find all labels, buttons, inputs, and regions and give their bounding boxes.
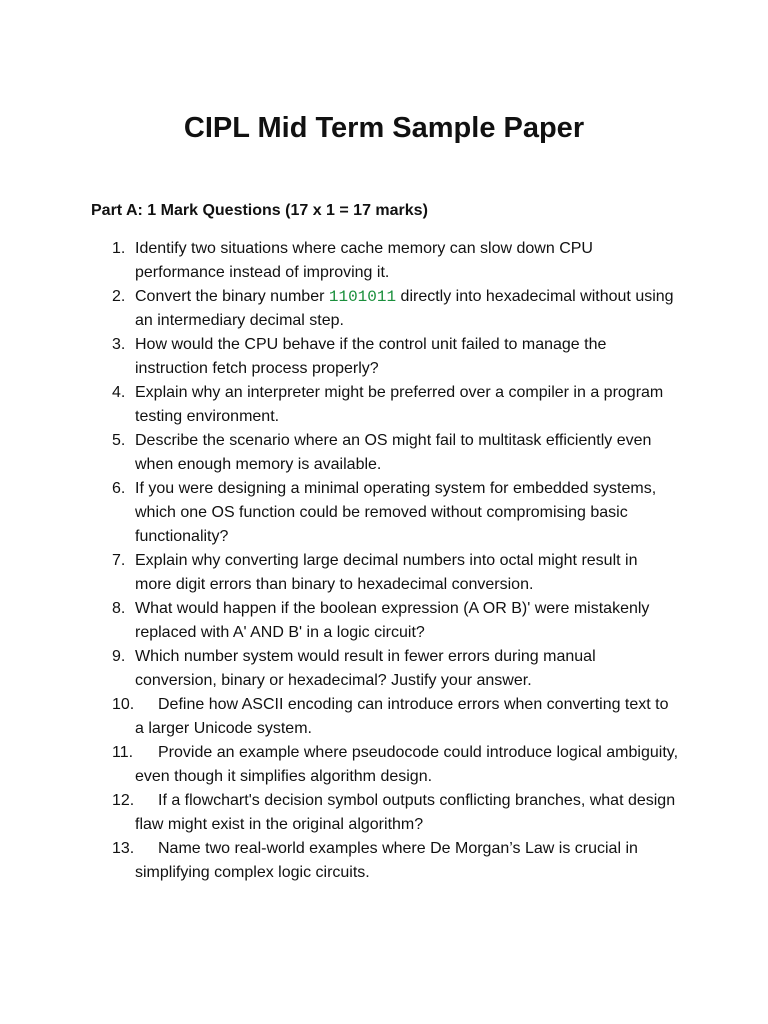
question-item [0,741,768,789]
question-text: Name two real-world examples where De Morgan’s Law is crucial in simplifying complex logic circuits. [135,840,638,881]
question-list [0,237,768,885]
question-number: 11. [112,744,134,761]
question-item [0,597,768,645]
question-number: 5. [112,432,126,449]
question-text: Define how ASCII encoding can introduce errors when converting text to a larger Unicode system. [135,696,669,737]
question-text-before: Convert the binary number [135,288,329,305]
question-text: How would the CPU behave if the control unit failed to manage the instruction fetch process properly? [135,336,607,377]
question-item [0,477,768,549]
question-text: What would happen if the boolean expression (A OR B)' were mistakenly replaced with A' AND B' in a logic circuit? [135,600,650,641]
question-number: 2. [112,288,126,305]
question-text: Identify two situations where cache memory can slow down CPU performance instead of improving it. [135,240,593,281]
question-number: 1. [112,240,126,257]
question-number: 4. [112,384,126,401]
question-number: 8. [112,600,126,617]
question-number: 13. [112,840,135,857]
question-item [0,693,768,741]
question-text-after: directly into hexadecimal without using an intermediary decimal step. [135,288,674,329]
question-number: 7. [112,552,126,569]
binary-code: 1101011 [328,288,397,306]
question-item [0,285,768,333]
question-text: If a flowchart's decision symbol outputs conflicting branches, what design flaw might exist in the original algorithm? [135,792,676,833]
page-title: CIPL Mid Term Sample Paper [183,112,585,144]
question-text: Explain why an interpreter might be preferred over a compiler in a program testing environment. [135,384,664,425]
question-item [0,789,768,837]
question-text: Provide an example where pseudocode could introduce logical ambiguity, even though it simplifies algorithm design. [135,744,679,785]
question-text: If you were designing a minimal operating system for embedded systems, which one OS function could be removed without compromising basic functionality? [135,480,657,545]
question-item [0,837,768,885]
section-heading: Part A: 1 Mark Questions (17 x 1 = 17 marks) [91,202,428,219]
question-item [0,381,768,429]
question-number: 10. [112,696,135,713]
question-number: 12. [112,792,135,809]
question-item [0,333,768,381]
question-item [0,237,768,285]
question-text: Which number system would result in fewer errors during manual conversion, binary or hexadecimal? Justify your answer. [135,648,596,689]
question-text: Describe the scenario where an OS might fail to multitask efficiently even when enough memory is available. [135,432,652,473]
question-item [0,429,768,477]
question-item [0,549,768,597]
question-text [135,288,674,329]
question-item [0,645,768,693]
question-number: 3. [112,336,126,353]
question-number: 6. [112,480,126,497]
question-number: 9. [112,648,126,665]
question-text: Explain why converting large decimal numbers into octal might result in more digit errors than binary to hexadecimal conversion. [135,552,638,593]
